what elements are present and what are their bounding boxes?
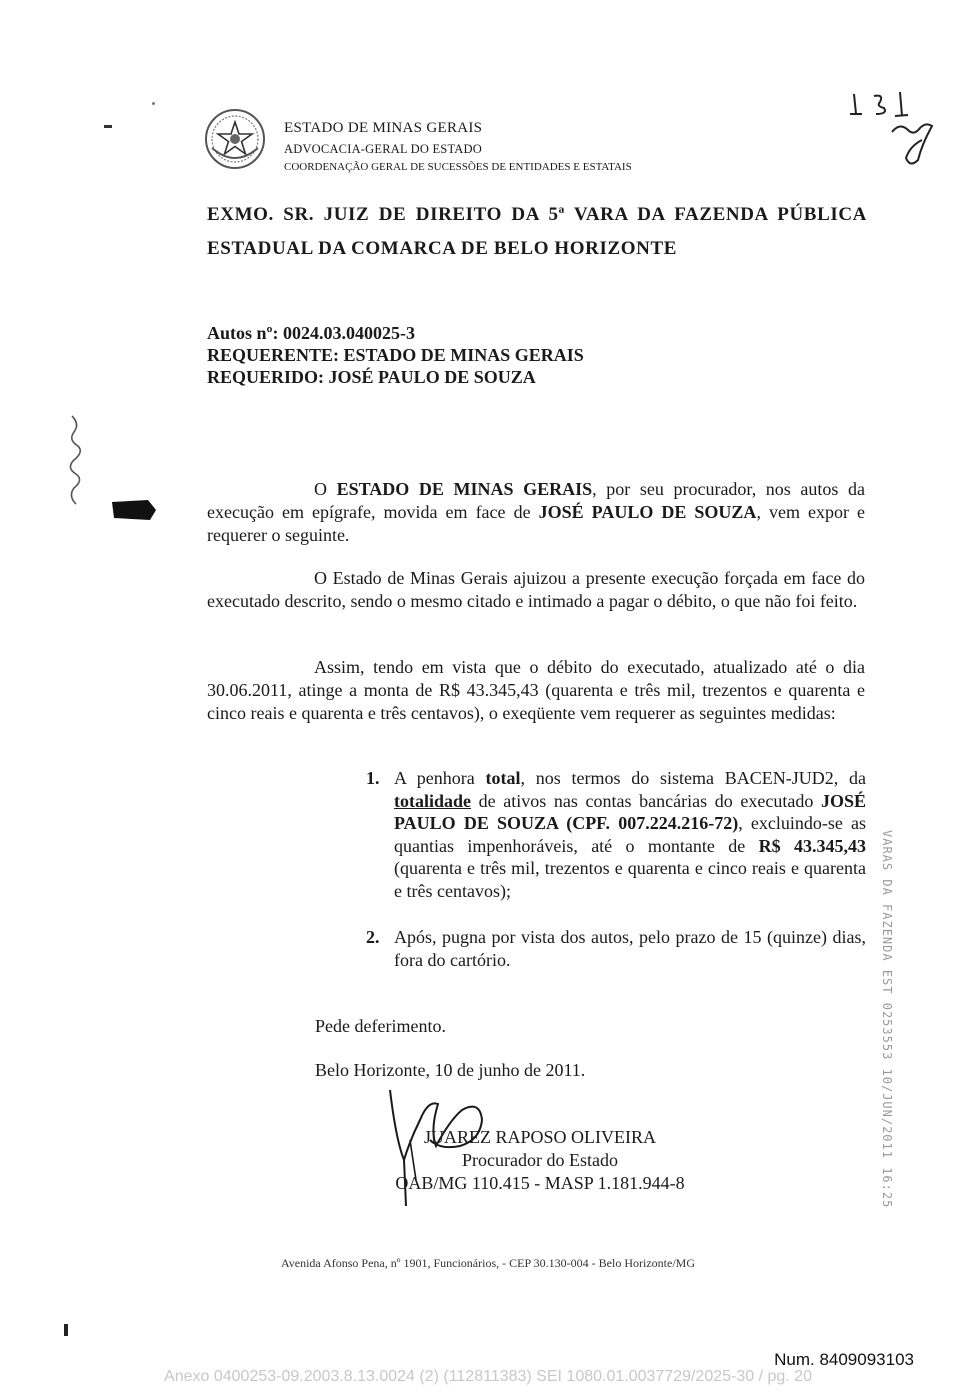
- letterhead-state: ESTADO DE MINAS GERAIS: [284, 120, 483, 136]
- paragraph-request: [207, 656, 865, 725]
- closing-request: Pede deferimento.: [315, 1016, 446, 1036]
- case-requerido: REQUERIDO: JOSÉ PAULO DE SOUZA: [207, 367, 536, 387]
- protocol-stamp-text: VARAS DA FAZENDA EST 0253553 10/JUN/2011 16:25: [880, 830, 894, 1209]
- signature-block: [360, 1126, 720, 1195]
- case-info: [207, 322, 584, 388]
- list-item: [366, 767, 866, 902]
- handwritten-page-number: [840, 84, 950, 174]
- scan-dot: [152, 102, 155, 105]
- scan-mark: [64, 1324, 68, 1336]
- addressee-line2: ESTADUAL DA COMARCA DE BELO HORIZONTE: [207, 238, 678, 259]
- text: , excluindo-se as quantias impenhoráveis, até o montante de: [394, 813, 867, 856]
- text: Assim, tendo em vista que o débito do executado, atualizado até o dia 30.06.2011, atinge a monta de R$ 43.345,43 (quarenta e três mil, trezentos e quarenta e cinco reais e quarenta e três centavos), o exeqüente vem requerer as seguintes medidas:: [207, 657, 865, 723]
- letterhead-agency: ADVOCACIA-GERAL DO ESTADO: [284, 142, 482, 156]
- protocol-stamp: [878, 830, 898, 1209]
- addressee-line1: EXMO. SR. JUIZ DE DIREITO DA 5ª VARA DA FAZENDA PÚBLICA: [207, 204, 867, 225]
- place-and-date: Belo Horizonte, 10 de junho de 2011.: [315, 1060, 586, 1080]
- text-bold-underline: totalidade: [394, 790, 472, 811]
- text: A penhora: [394, 768, 486, 788]
- ink-blot: [110, 496, 158, 522]
- text: (quarenta e três mil, trezentos e quarenta e cinco reais e quarenta e três centavos);: [394, 858, 866, 901]
- text: O: [314, 479, 337, 499]
- text: , por seu procurador, nos autos da execução em epígrafe, movida em face de: [207, 479, 866, 522]
- text-bold: JOSÉ PAULO DE SOUZA: [538, 502, 757, 522]
- list-item: [366, 926, 866, 971]
- paragraph-facts: [207, 567, 865, 613]
- signer-registration: OAB/MG 110.415 - MASP 1.181.944-8: [395, 1173, 685, 1193]
- annex-reference: Anexo 0400253-09.2003.8.13.0024 (2) (112811383) SEI 1080.01.0037729/2025-30 / pg. 20: [164, 1368, 812, 1385]
- item-number: 1.: [366, 768, 380, 788]
- coat-of-arms-icon: [204, 108, 266, 170]
- text: O Estado de Minas Gerais ajuizou a presente execução forçada em face do executado descrito, sendo o mesmo citado e intimado a pagar o débito, o que não foi feito.: [207, 568, 865, 611]
- case-number: Autos nº: 0024.03.040025-3: [207, 323, 415, 343]
- text: , vem expor e requerer o seguinte.: [207, 502, 866, 545]
- signer-role: Procurador do Estado: [462, 1150, 618, 1170]
- paragraph-intro: [207, 478, 865, 547]
- case-requerente: REQUERENTE: ESTADO DE MINAS GERAIS: [207, 345, 584, 365]
- handwritten-mark: [60, 410, 100, 510]
- text-bold: total: [485, 768, 521, 788]
- text: Após, pugna por vista dos autos, pelo prazo de 15 (quinze) dias, fora do cartório.: [394, 927, 866, 970]
- text: de ativos nas contas bancárias do executado: [471, 790, 821, 811]
- scan-mark: [104, 125, 112, 128]
- item-number: 2.: [366, 927, 380, 947]
- signer-name: JUAREZ RAPOSO OLIVEIRA: [423, 1127, 656, 1147]
- footer-address: Avenida Afonso Pena, nº 1901, Funcionários, - CEP 30.130-004 - Belo Horizonte/MG: [280, 1256, 695, 1270]
- text-bold: JOSÉ PAULO DE SOUZA (CPF. 007.224.216-72): [394, 790, 866, 833]
- letterhead-department: COORDENAÇÃO GERAL DE SUCESSÕES DE ENTIDADES E ESTATAIS: [284, 161, 632, 173]
- text: , nos termos do sistema BACEN-JUD2, da: [520, 768, 867, 788]
- addressee: [207, 198, 867, 266]
- document-number: Num. 8409093103: [774, 1350, 914, 1369]
- text-bold: R$ 43.345,43: [758, 835, 867, 856]
- text-bold: ESTADO DE MINAS GERAIS: [336, 479, 593, 499]
